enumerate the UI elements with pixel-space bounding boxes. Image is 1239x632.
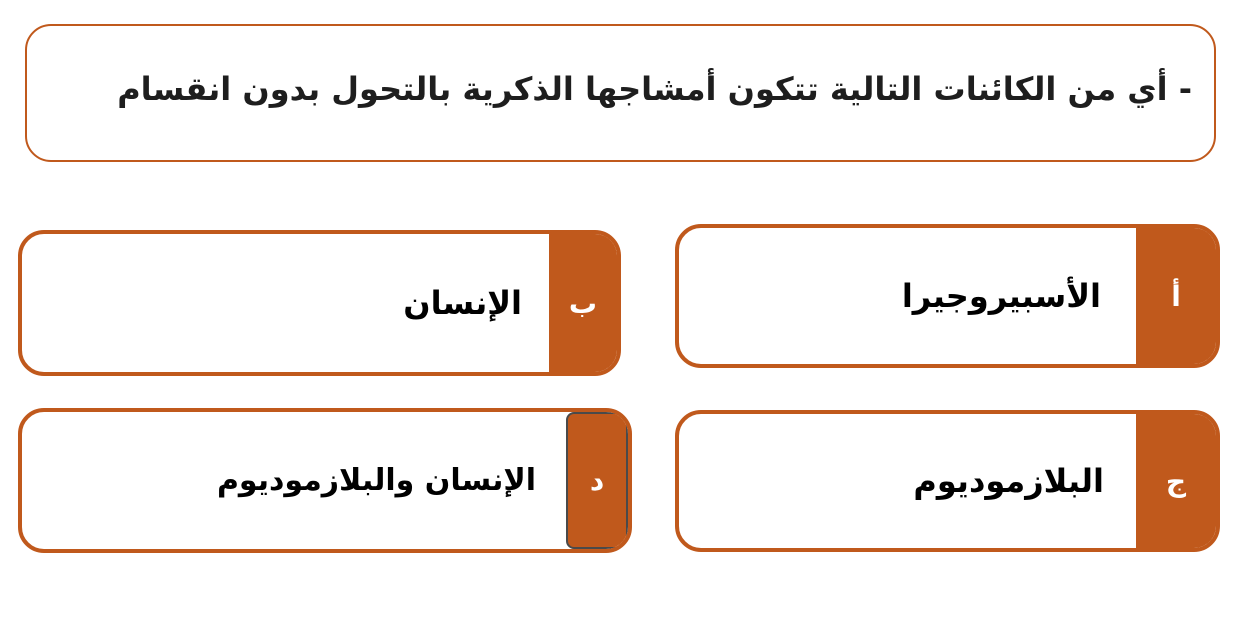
- question-text: - أي من الكائنات التالية تتكون أمشاجها الذكرية بالتحول بدون انقسام: [117, 70, 1192, 108]
- option-a-letter: أ: [1136, 228, 1216, 364]
- option-a-text: الأسبيروجيرا: [901, 277, 1101, 315]
- option-d-letter: د: [566, 412, 628, 549]
- option-d[interactable]: [18, 408, 632, 553]
- option-b-text: الإنسان: [403, 284, 522, 322]
- option-b[interactable]: [18, 230, 621, 376]
- option-a[interactable]: [675, 224, 1220, 368]
- question-box: [25, 24, 1216, 162]
- option-b-letter: ب: [549, 234, 617, 372]
- option-c-text: البلازموديوم: [913, 462, 1104, 500]
- option-d-text: الإنسان والبلازموديوم: [216, 463, 536, 498]
- option-c[interactable]: [675, 410, 1220, 552]
- option-c-letter: ج: [1136, 414, 1216, 548]
